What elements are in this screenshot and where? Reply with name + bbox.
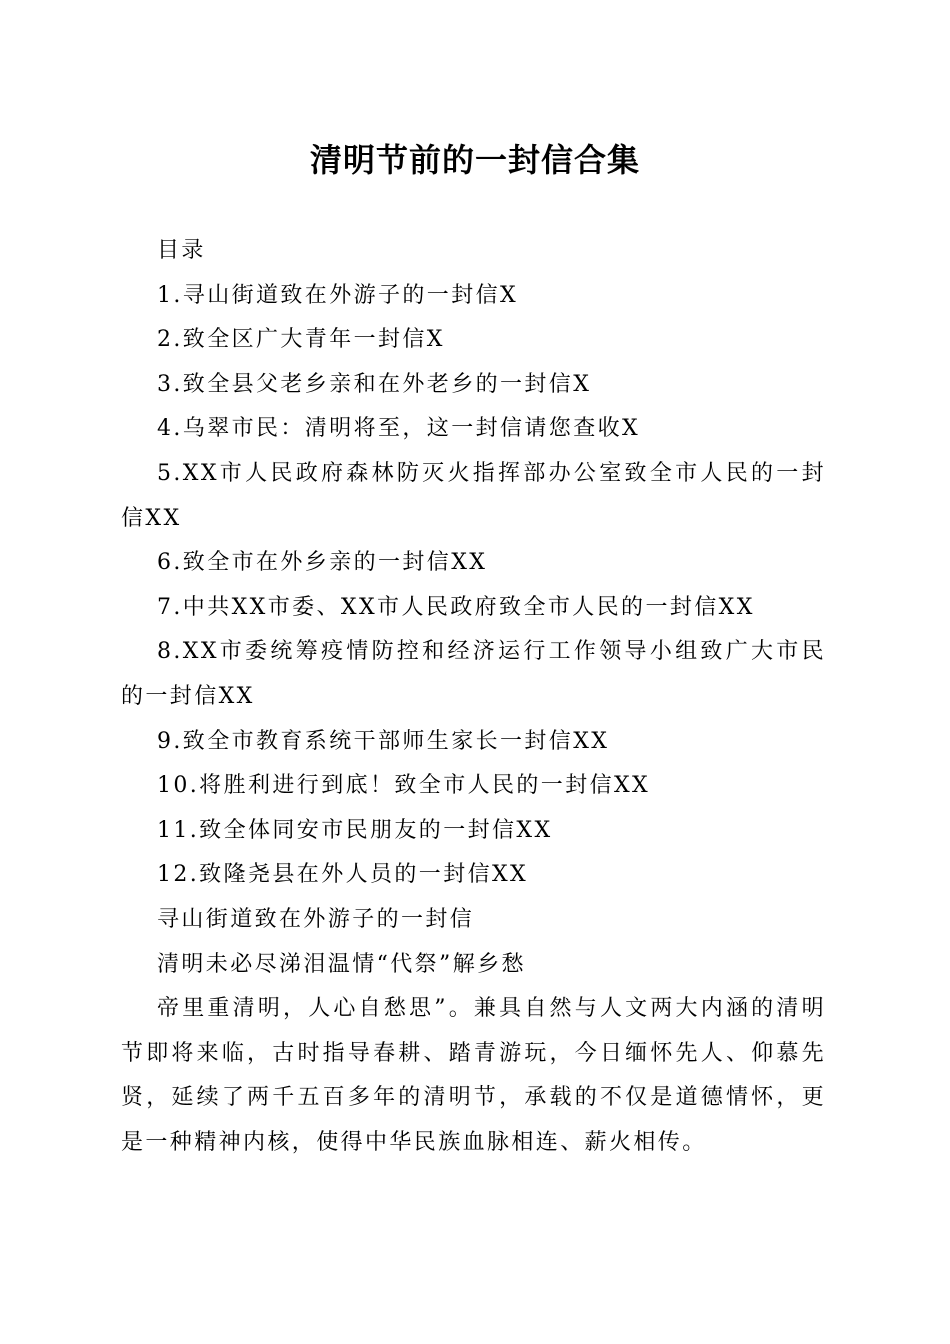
toc-item: 9.致全市教育系统干部师生家长一封信XX (157, 728, 610, 754)
toc-item: 12.致隆尧县在外人员的一封信XX (157, 862, 529, 888)
toc-item: 5.XX市人民政府森林防灭火指挥部办公室致全市人民的一封信XX (121, 460, 826, 531)
toc-item: 10.将胜利进行到底！致全市人民的一封信XX (157, 773, 651, 799)
toc-item: 1.寻山街道致在外游子的一封信X (157, 282, 519, 308)
section-subheading: 清明未必尽涕泪温情“代祭”解乡愁 (157, 951, 526, 977)
toc-item: 6.致全市在外乡亲的一封信XX (157, 550, 488, 576)
section-heading: 寻山街道致在外游子的一封信 (157, 906, 475, 932)
toc-item: 11.致全体同安市民朋友的一封信XX (157, 817, 553, 843)
document-title: 清明节前的一封信合集 (309, 141, 640, 179)
toc-heading: 目录 (157, 238, 206, 263)
toc-item: 4.乌翠市民：清明将至，这一封信请您查收X (157, 416, 641, 442)
toc-item: 7.中共XX市委、XX市人民政府致全市人民的一封信XX (157, 594, 755, 620)
body-paragraph: 帝里重清明，人心自愁思”。兼具自然与人文两大内涵的清明节即将来临，古时指导春耕、踏青游玩，今日缅怀先人、仰慕先贤，延续了两千五百多年的清明节，承载的不仅是道德情怀，更是一种精神内核，使得中华民族血脉相连、薪火相传。 (121, 996, 826, 1155)
toc-item: 3.致全县父老乡亲和在外老乡的一封信X (157, 371, 592, 397)
toc-item: 8.XX市委统筹疫情防控和经济运行工作领导小组致广大市民的一封信XX (121, 639, 826, 709)
document-body (121, 229, 826, 1165)
toc-item: 2.致全区广大青年一封信X (157, 327, 445, 353)
